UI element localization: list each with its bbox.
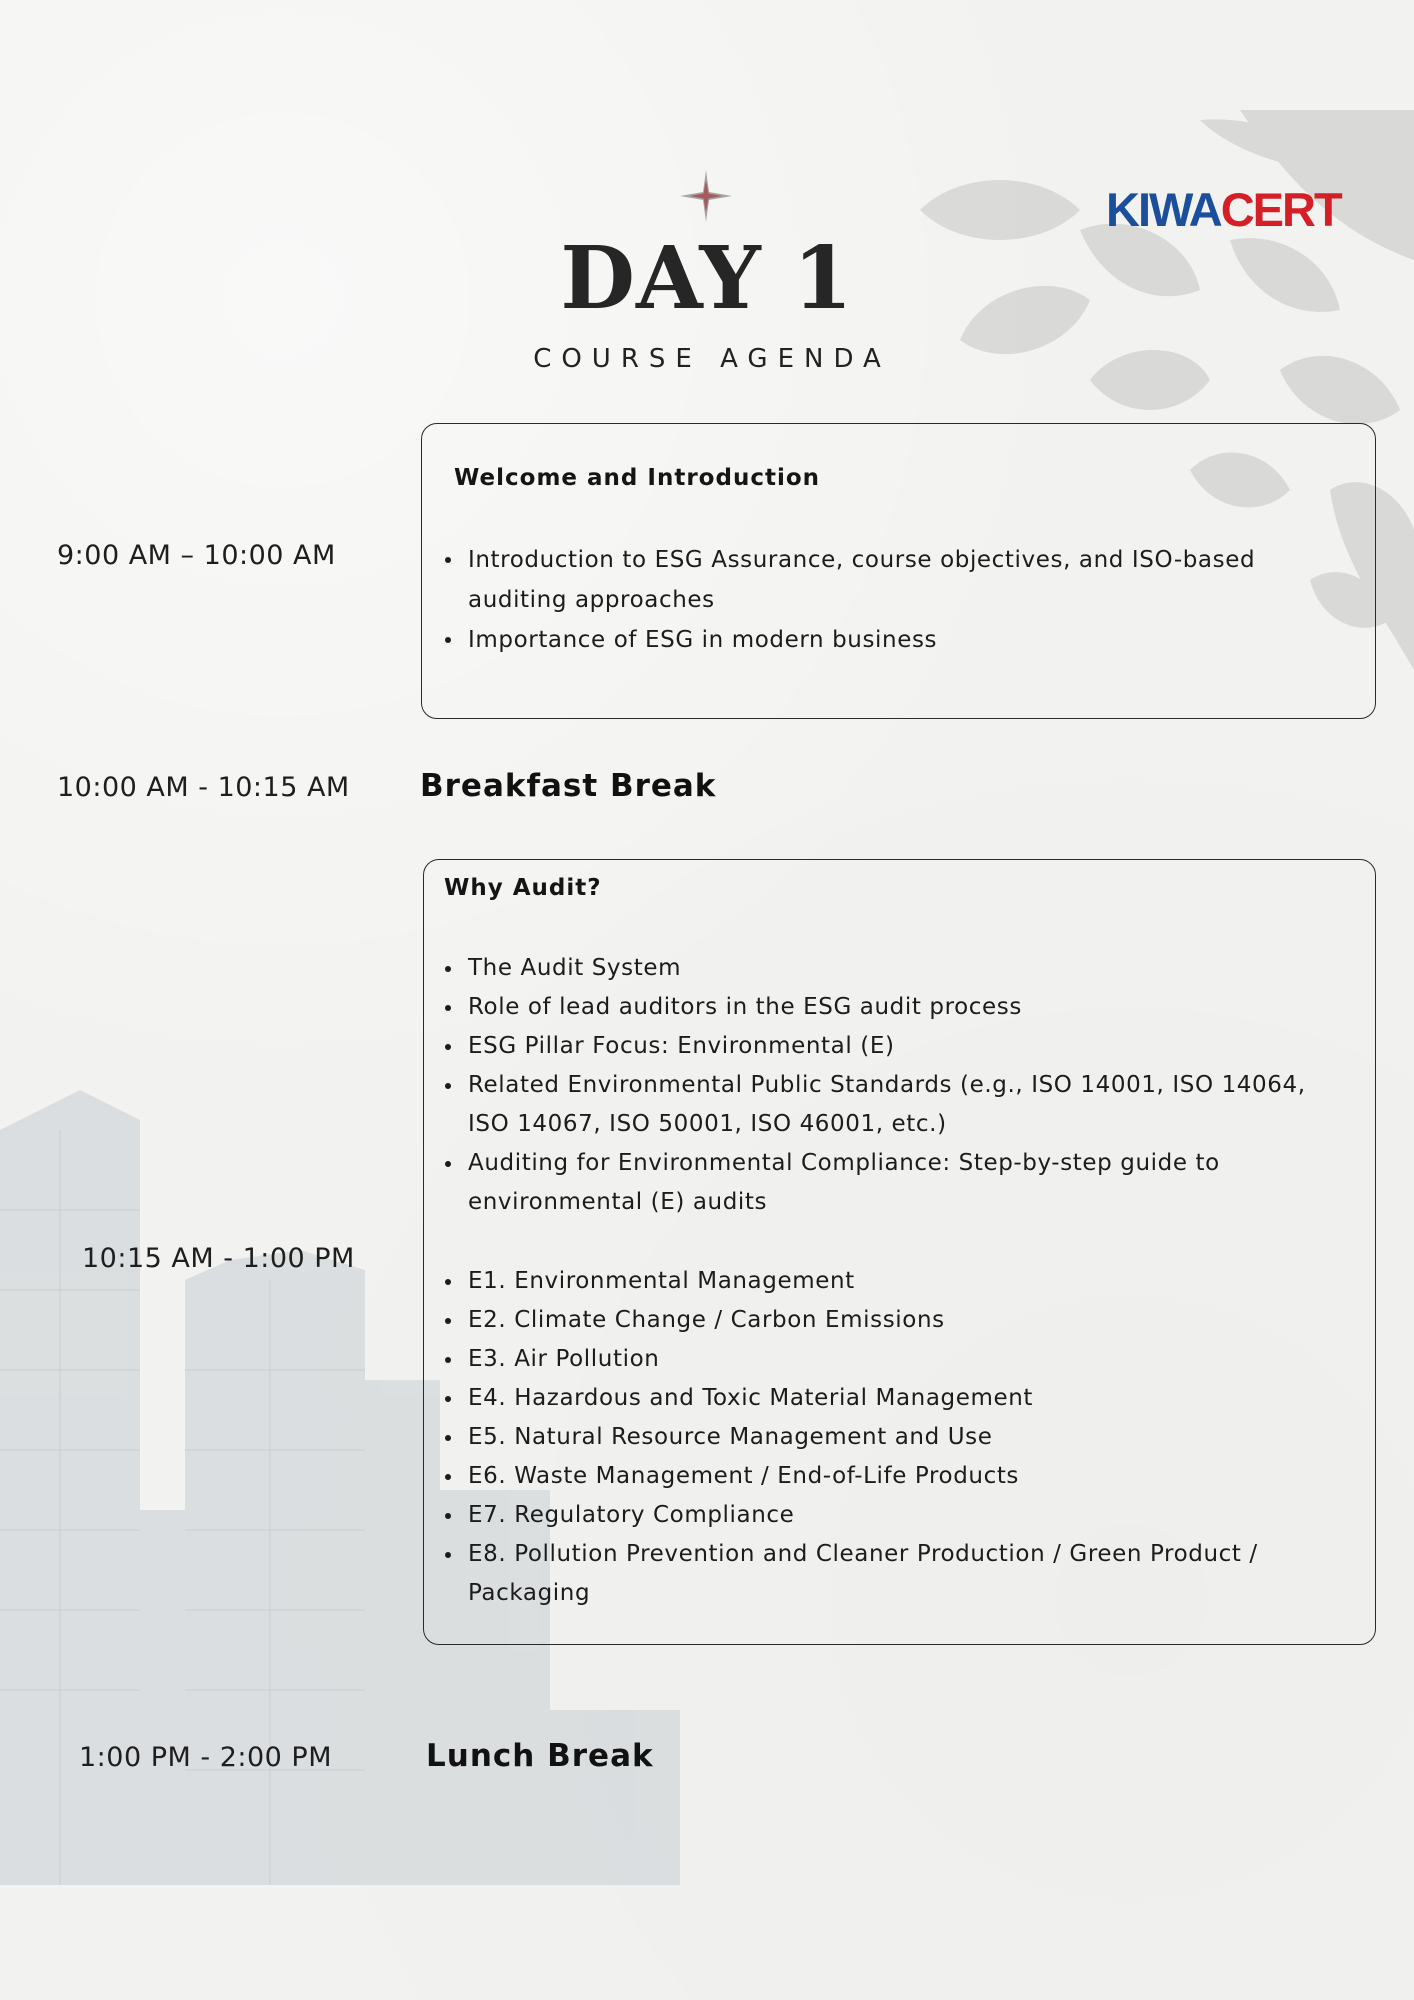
break2-label: Lunch Break — [426, 1738, 654, 1774]
list-item: E6. Waste Management / End-of-Life Products — [442, 1457, 1342, 1496]
list-item: E3. Air Pollution — [442, 1340, 1342, 1379]
list-item: E2. Climate Change / Carbon Emissions — [442, 1301, 1342, 1340]
session1-time: 9:00 AM – 10:00 AM — [57, 540, 336, 571]
list-item: E7. Regulatory Compliance — [442, 1496, 1342, 1535]
session1-title: Welcome and Introduction — [454, 465, 821, 491]
list-item: E1. Environmental Management — [442, 1262, 1342, 1301]
list-item: E4. Hazardous and Toxic Material Management — [442, 1379, 1342, 1418]
list-item: Auditing for Environmental Compliance: Step-by-step guide to environmental (E) audits — [442, 1144, 1342, 1222]
list-item: The Audit System — [442, 949, 1342, 988]
break2-time: 1:00 PM - 2:00 PM — [79, 1742, 332, 1773]
session2-title: Why Audit? — [444, 875, 602, 901]
list-item: Related Environmental Public Standards (e.g., ISO 14001, ISO 14064, ISO 14067, ISO 50001, ISO 46001, etc.) — [442, 1066, 1342, 1144]
page-title — [0, 228, 1414, 329]
list-item: E8. Pollution Prevention and Cleaner Production / Green Product / Packaging — [442, 1535, 1342, 1613]
logo-part-kiwa: KIWA — [1106, 183, 1221, 236]
list-item: Role of lead auditors in the ESG audit process — [442, 988, 1342, 1027]
logo-part-cert: CERT — [1220, 183, 1341, 236]
list-item: E5. Natural Resource Management and Use — [442, 1418, 1342, 1457]
session2-time: 10:15 AM - 1:00 PM — [82, 1243, 355, 1274]
page-title-text: DAY 1 — [560, 228, 854, 329]
page-subtitle: COURSE AGENDA — [533, 344, 891, 374]
session2-box — [423, 859, 1376, 1645]
star-icon — [680, 170, 732, 222]
session1-box — [421, 423, 1376, 719]
break1-time: 10:00 AM - 10:15 AM — [57, 772, 350, 803]
break1-label: Breakfast Break — [420, 768, 717, 804]
list-item: Importance of ESG in modern business — [442, 620, 1322, 660]
list-item: Introduction to ESG Assurance, course objectives, and ISO-based auditing approaches — [442, 540, 1322, 620]
session2-list — [442, 949, 1342, 1613]
list-item: ESG Pillar Focus: Environmental (E) — [442, 1027, 1342, 1066]
session1-list — [442, 540, 1322, 660]
kiwacert-logo — [1106, 183, 1341, 236]
